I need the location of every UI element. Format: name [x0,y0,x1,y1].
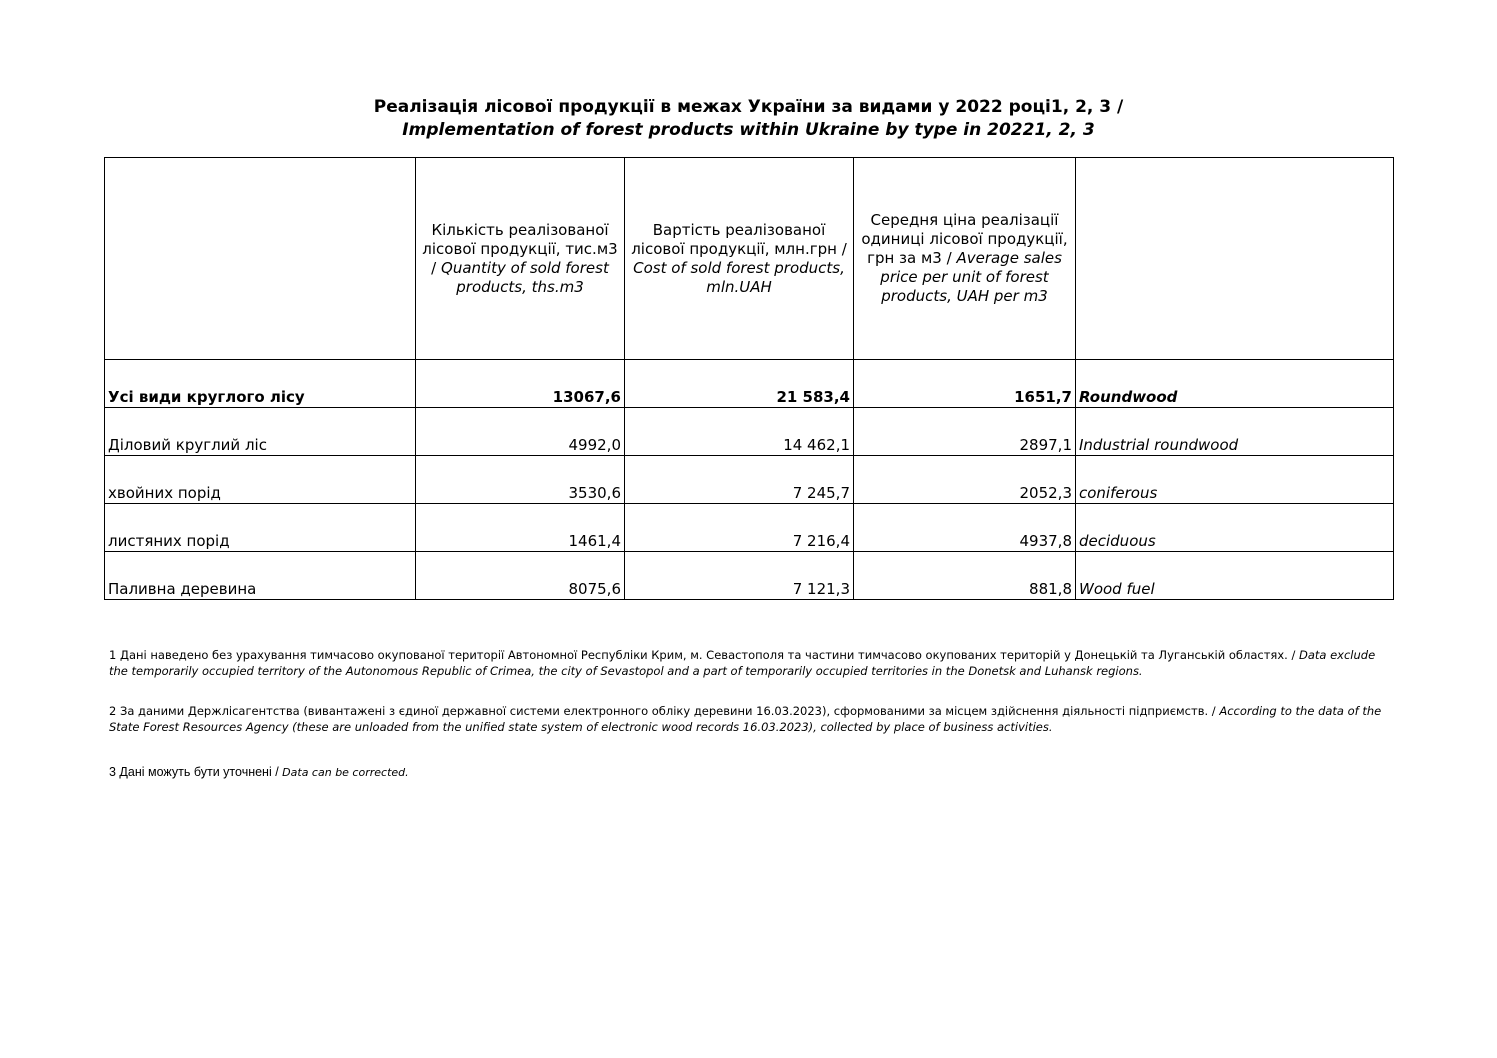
row-label-uk: Усі види круглого лісу [105,360,416,408]
row-label-uk: Паливна деревина [105,552,416,600]
footnote-1 [109,647,1384,679]
row-cost: 14 462,1 [625,408,854,456]
title-ukrainian: Реалізація лісової продукції в межах України за видами у 2022 році1, 2, 3 / [373,97,1124,117]
header-price-en: Average sales price per unit of forest products, UAH per m3 [880,249,1062,305]
header-cost-uk: Вартість реалізованої лісової продукції, млн.грн / [631,220,847,258]
row-label-en: coniferous [1076,456,1394,504]
header-cell-quantity [416,158,625,360]
footnote-3 [109,764,1384,781]
document-title [0,96,1497,142]
forest-products-table [104,157,1394,600]
row-price: 1651,7 [854,360,1076,408]
row-cost: 7 121,3 [625,552,854,600]
table-row [105,504,1394,552]
row-label-uk: Діловий круглий ліс [105,408,416,456]
table-row [105,360,1394,408]
table-row [105,456,1394,504]
header-price-uk: Середня ціна реалізації одиниці лісової продукції, грн за м3 / [861,211,1068,267]
row-cost: 7 245,7 [625,456,854,504]
footnote-3-uk: 3 Дані можуть бути уточнені / [109,765,279,779]
header-quantity-uk: Кількість реалізованої лісової продукції, тис.м3 / [422,220,618,277]
header-cell-english-category [1076,158,1394,360]
row-label-en: Roundwood [1076,360,1394,408]
footnote-2-uk: 2 За даними Держлісагентства (вивантажені з єдиної державної системи електронного обліку деревини 16.03.2023), сформованими за місцем здійснення діяльності підприємств. / [109,704,1216,718]
row-quantity: 8075,6 [416,552,625,600]
table-row [105,408,1394,456]
row-price: 881,8 [854,552,1076,600]
footnote-2-en: According to the data of the State Forest Resources Agency (these are unloaded from the unified state system of electronic wood records 16.03.2023), collected by place of business activities. [109,704,1382,734]
footnote-3-en: Data can be corrected. [282,766,409,779]
footnote-1-en: Data exclude the temporarily occupied territory of the Autonomous Republic of Crimea, the city of Sevastopol and a part of temporarily occupied territories in the Donetsk and Luhansk regions. [109,648,1376,678]
header-cost-en: Cost of sold forest products, mln.UAH [633,258,845,296]
row-quantity: 4992,0 [416,408,625,456]
row-price: 4937,8 [854,504,1076,552]
row-quantity: 1461,4 [416,504,625,552]
title-english: Implementation of forest products within Ukraine by type in 20221, 2, 3 [402,120,1095,140]
row-label-en: Industrial roundwood [1076,408,1394,456]
footnote-1-uk: 1 Дані наведено без урахування тимчасово окупованої території Автономної Республіки Крим, м. Севастополя та частини тимчасово окупованих територій у Донецькій та Луганській областях. / [109,648,1296,662]
row-label-en: deciduous [1076,504,1394,552]
row-label-uk: хвойних порід [105,456,416,504]
row-quantity: 3530,6 [416,456,625,504]
row-price: 2897,1 [854,408,1076,456]
header-cell-cost [625,158,854,360]
header-cell-price [854,158,1076,360]
table-row [105,552,1394,600]
row-cost: 7 216,4 [625,504,854,552]
table-header-row [105,158,1394,360]
row-cost: 21 583,4 [625,360,854,408]
row-quantity: 13067,6 [416,360,625,408]
row-price: 2052,3 [854,456,1076,504]
row-label-en: Wood fuel [1076,552,1394,600]
footnote-2 [109,703,1384,735]
row-label-uk: листяних порід [105,504,416,552]
header-quantity-en: Quantity of sold forest products, ths.m3 [441,258,609,296]
header-cell-category [105,158,416,360]
